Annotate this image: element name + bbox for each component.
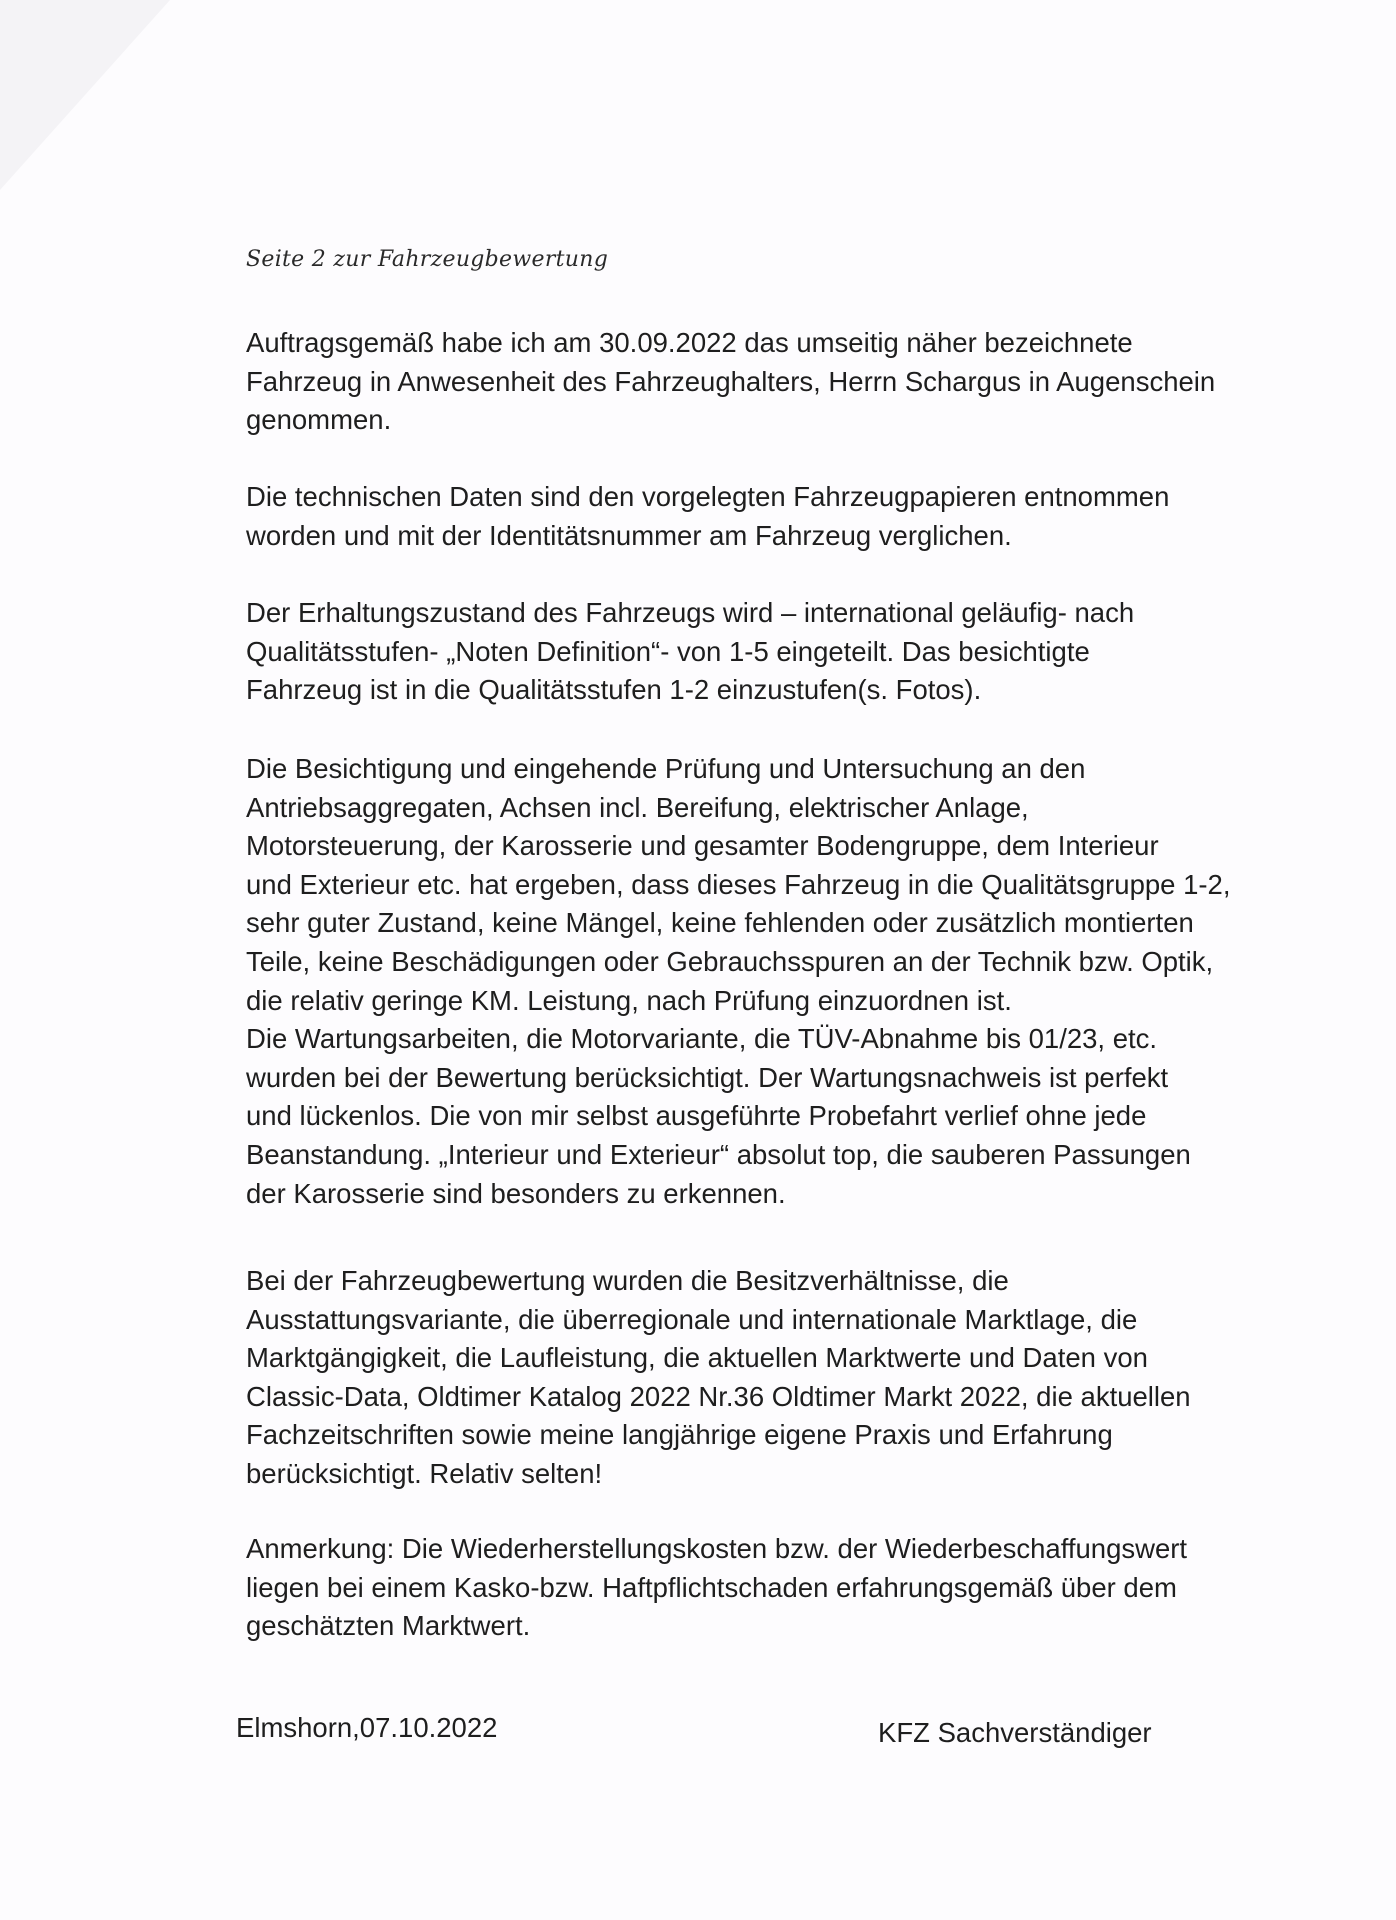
page-header: Seite 2 zur Fahrzeugbewertung bbox=[246, 247, 609, 272]
paragraph-1 bbox=[246, 324, 1286, 440]
paragraph-line: Beanstandung. „Interieur und Exterieur“ absolut top, die sauberen Passungen bbox=[246, 1138, 1191, 1170]
paragraph-line: der Karosserie sind besonders zu erkennen. bbox=[246, 1177, 786, 1209]
paragraph-line: Die Besichtigung und eingehende Prüfung und Untersuchung an den bbox=[246, 753, 1086, 784]
place-date: Elmshorn,07.10.2022 bbox=[236, 1712, 498, 1743]
paragraph-4 bbox=[246, 750, 1286, 1213]
paragraph-line: Fahrzeug ist in die Qualitätsstufen 1-2 einzustufen(s. Fotos). bbox=[246, 674, 982, 706]
paragraph-line: Teile, keine Beschädigungen oder Gebrauchsspuren an der Technik bzw. Optik, bbox=[246, 945, 1214, 977]
paragraph-line: wurden bei der Bewertung berücksichtigt. Der Wartungsnachweis ist perfekt bbox=[246, 1061, 1169, 1093]
paragraph-line: geschätzten Marktwert. bbox=[246, 1610, 531, 1642]
paragraph-6 bbox=[246, 1530, 1286, 1646]
paragraph-line: worden und mit der Identitätsnummer am Fahrzeug verglichen. bbox=[246, 519, 1012, 551]
page-fold-shadow bbox=[0, 0, 170, 190]
paragraph-line: Anmerkung: Die Wiederherstellungskosten bzw. der Wiederbeschaffungswert bbox=[246, 1533, 1188, 1564]
paragraph-3 bbox=[246, 594, 1286, 710]
paragraph-5 bbox=[246, 1262, 1286, 1494]
paragraph-line: Ausstattungsvariante, die überregionale und internationale Marktlage, die bbox=[246, 1303, 1138, 1335]
paragraph-line: berücksichtigt. Relativ selten! bbox=[246, 1457, 603, 1489]
paragraph-line: Marktgängigkeit, die Laufleistung, die aktuellen Marktwerte und Daten von bbox=[246, 1342, 1148, 1374]
paragraph-line: sehr guter Zustand, keine Mängel, keine fehlenden oder zusätzlich montierten bbox=[246, 907, 1194, 939]
paragraph-line: Classic-Data, Oldtimer Katalog 2022 Nr.36 Oldtimer Markt 2022, die aktuellen bbox=[246, 1380, 1191, 1412]
paragraph-line: Qualitätsstufen- „Noten Definition“- von 1-5 eingeteilt. Das besichtigte bbox=[246, 635, 1090, 667]
paragraph-line: und Exterieur etc. hat ergeben, dass dieses Fahrzeug in die Qualitätsgruppe 1-2, bbox=[246, 868, 1231, 900]
paragraph-line: Fahrzeug in Anwesenheit des Fahrzeughalters, Herrn Schargus in Augenschein bbox=[246, 365, 1216, 397]
paragraph-line: die relativ geringe KM. Leistung, nach Prüfung einzuordnen ist. bbox=[246, 984, 1012, 1016]
signature-title: KFZ Sachverständiger bbox=[878, 1717, 1152, 1748]
paragraph-line: Auftragsgemäß habe ich am 30.09.2022 das umseitig näher bezeichnete bbox=[246, 327, 1133, 358]
paragraph-line: Motorsteuerung, der Karosserie und gesamter Bodengruppe, dem Interieur bbox=[246, 830, 1159, 862]
paragraph-line: Die technischen Daten sind den vorgelegten Fahrzeugpapieren entnommen bbox=[246, 481, 1170, 512]
paragraph-line: genommen. bbox=[246, 404, 392, 436]
paragraph-line: liegen bei einem Kasko-bzw. Haftpflichtschaden erfahrungsgemäß über dem bbox=[246, 1571, 1177, 1603]
paragraph-line: Die Wartungsarbeiten, die Motorvariante, die TÜV-Abnahme bis 01/23, etc. bbox=[246, 1023, 1158, 1055]
paragraph-line: Bei der Fahrzeugbewertung wurden die Besitzverhältnisse, die bbox=[246, 1265, 1009, 1296]
paragraph-2 bbox=[246, 478, 1286, 555]
paragraph-line: und lückenlos. Die von mir selbst ausgeführte Probefahrt verlief ohne jede bbox=[246, 1100, 1147, 1132]
paragraph-line: Fachzeitschriften sowie meine langjährige eigene Praxis und Erfahrung bbox=[246, 1419, 1113, 1451]
paragraph-line: Antriebsaggregaten, Achsen incl. Bereifung, elektrischer Anlage, bbox=[246, 791, 1029, 823]
paragraph-line: Der Erhaltungszustand des Fahrzeugs wird – international geläufig- nach bbox=[246, 597, 1135, 628]
